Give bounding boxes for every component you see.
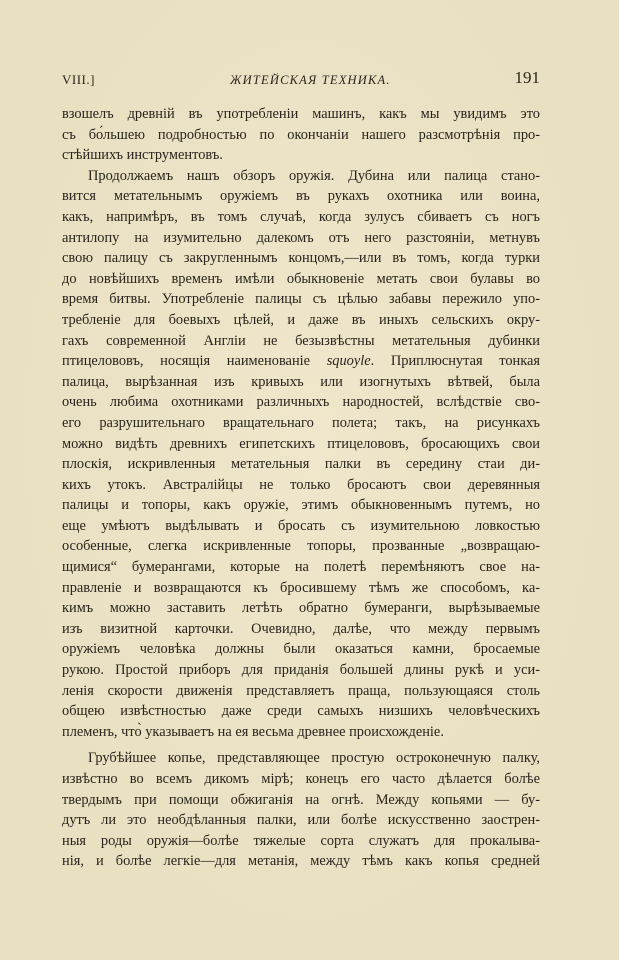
text-line: кихъ утокъ. Австралійцы не только бросаютъ свои деревянныя bbox=[62, 476, 540, 493]
text-line: дутъ ли это необдѣланныя палки, или болѣе искусственно заострен- bbox=[62, 812, 540, 829]
chapter-marker: VIII.] bbox=[62, 72, 95, 87]
text-line: можно видѣть древнихъ египетскихъ птицелововъ, бросающихъ свои bbox=[62, 435, 540, 452]
text-line: его разрушительнаго вращательнаго полета; такъ, на рисункахъ bbox=[62, 414, 540, 431]
paragraph bbox=[62, 166, 540, 743]
paragraph bbox=[62, 104, 540, 166]
text-line: извѣстно во всемъ дикомъ мірѣ; конецъ его часто дѣлается болѣе bbox=[62, 771, 540, 787]
text-line: гахъ современной Англіи не безызвѣстны метательныя дубинки bbox=[62, 332, 540, 349]
text-line: щимися“ бумерангами, которые на полетѣ перемѣняютъ свое на- bbox=[62, 559, 540, 576]
text-line: антилопу на изумительно далекомъ отъ него разстояніи, метнувъ bbox=[62, 229, 540, 246]
text-line: кимъ можно заставить летѣть обратно бумеранги, вырѣзываемые bbox=[62, 600, 540, 617]
text-line: съ бо́льшею подробностью по окончаніи нашего разсмотрѣнія про- bbox=[62, 126, 540, 143]
page-body-text bbox=[62, 104, 540, 872]
text-line: правленіе и возвращаются къ бросившему тѣмъ же способомъ, ка- bbox=[62, 579, 540, 596]
text-line: еще умѣютъ выдѣлывать и бросать съ изумительною ловкостью bbox=[62, 517, 540, 534]
running-header bbox=[62, 70, 542, 92]
text-line: нія, и болѣе легкіе—для метанія, между тѣмъ какъ копья средней bbox=[62, 853, 540, 870]
text-line: очень любима охотниками различныхъ народностей, вслѣдствіе сво- bbox=[62, 394, 540, 411]
text-line: особенные, слегка искривленные топоры, прозванные „возвращаю- bbox=[62, 538, 540, 555]
page-number: 191 bbox=[514, 68, 540, 87]
text-line: Грубѣйшее копье, представляющее простую остроконечную палку, bbox=[88, 750, 540, 767]
text-line: изъ визитной карточки. Очевидно, далѣе, что между первымъ bbox=[62, 620, 540, 637]
text-line: какъ, напримѣръ, въ томъ случаѣ, когда зулусъ сбиваетъ съ ногъ bbox=[62, 208, 540, 225]
text-line: твердымъ при помощи обжиганія на огнѣ. Между копьями — бу- bbox=[62, 791, 540, 808]
text-line: ленія скорости движенія представляетъ праща, пользующаяся столь bbox=[62, 682, 540, 699]
paragraph bbox=[62, 748, 540, 872]
foreign-term: squoyle bbox=[326, 353, 371, 370]
text-line: вится метательнымъ оружіемъ въ рукахъ охотника или воина, bbox=[62, 188, 540, 205]
text-line: ныя роды оружія—болѣе тяжелые сорта служатъ для прокалыва- bbox=[62, 832, 540, 849]
text-line: свою палицу съ закругленнымъ концомъ,—или въ томъ, когда турки bbox=[62, 250, 540, 267]
text-line: время битвы. Употребленіе палицы съ цѣлью забавы пережило упо- bbox=[62, 291, 540, 308]
text-line: требленіе для боевыхъ цѣлей, и даже въ иныхъ сельскихъ окру- bbox=[62, 311, 540, 328]
running-title: ЖИТЕЙСКАЯ ТЕХНИКА. bbox=[230, 73, 391, 87]
text-line: общею извѣстностью даже среди самыхъ низшихъ человѣческихъ bbox=[62, 703, 540, 720]
text-line: стѣйшихъ инструментовъ. bbox=[62, 147, 223, 164]
text-line: взошелъ древній въ употребленіи машинъ, какъ мы увидимъ это bbox=[62, 106, 540, 122]
text-line: Продолжаемъ нашъ обзоръ оружія. Дубина или палица стано- bbox=[88, 167, 540, 184]
text-line: оружіемъ человѣка должны были оказаться камни, бросаемые bbox=[62, 641, 540, 658]
text-line: племенъ, что̀ указываетъ на ея весьма древнее происхожденіе. bbox=[62, 723, 444, 740]
text-line: палицы и топоры, какъ оружіе, этимъ обыкновеннымъ путемъ, но bbox=[62, 497, 540, 514]
text-line: рукою. Простой приборъ для приданія большей длины рукѣ и уси- bbox=[62, 662, 540, 679]
text-line: палица, вырѣзанная изъ кривыхъ или изогнутыхъ вѣтвей, была bbox=[62, 373, 540, 390]
text-line: до новѣйшихъ временъ имѣли обыкновеніе метать свои булавы во bbox=[62, 270, 540, 287]
text-line: плоскія, искривленныя метательныя палки въ середину стаи ди- bbox=[62, 456, 540, 473]
text-line: птицелововъ, носящія наименованіе squoyle. Приплюснутая тонкая bbox=[62, 353, 540, 370]
